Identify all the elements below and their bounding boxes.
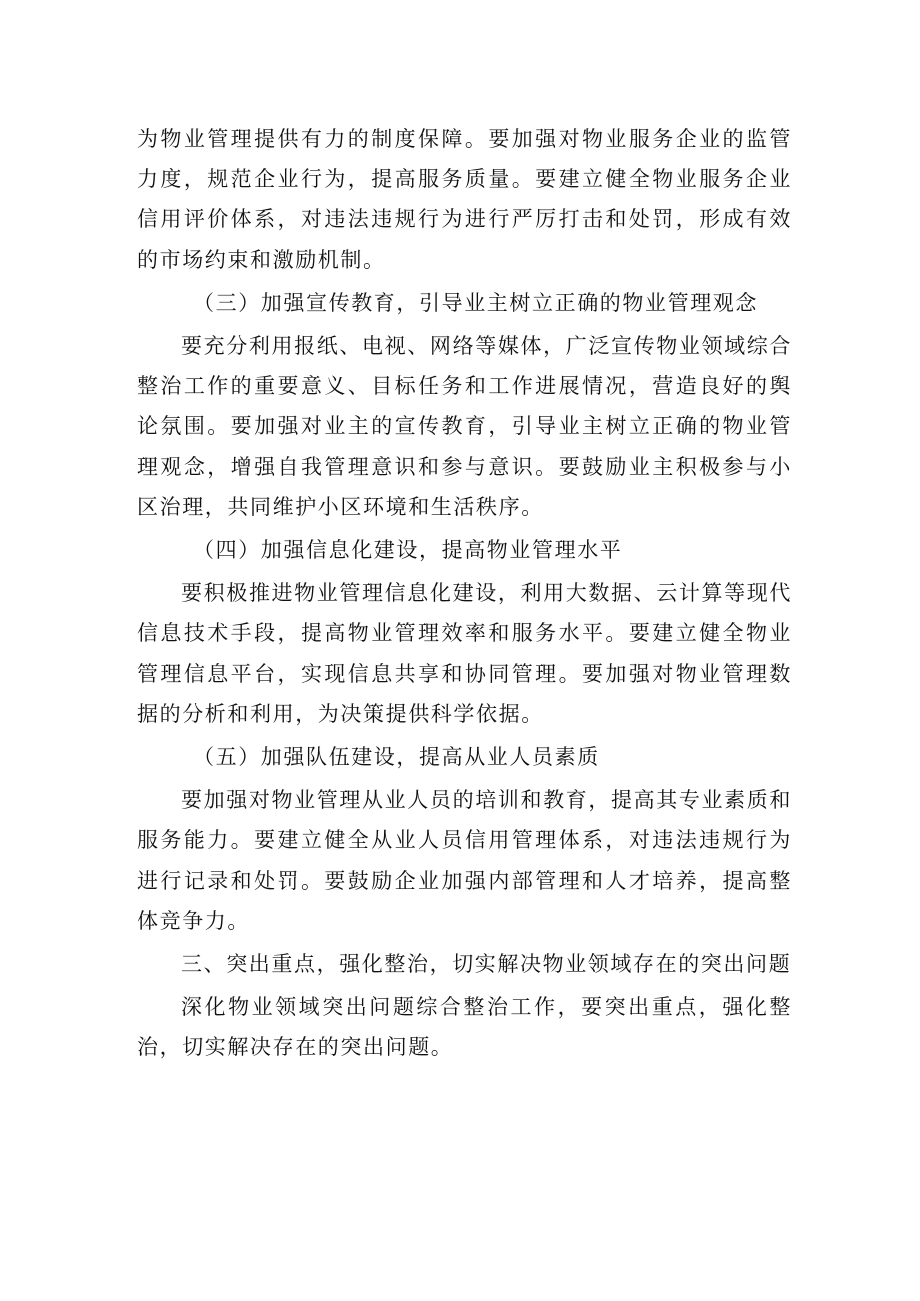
subheading-team-building: （五）加强队伍建设，提高从业人员素质: [193, 745, 600, 770]
paragraph-system-guarantee: 为物业管理提供有力的制度保障。要加强对物业服务企业的监管力度，规范企业行为，提高服务质量。要建立健全物业服务企业信用评价体系，对违法违规行为进行严厉打击和处罚，形成有效的市场约束和激励机制。: [137, 127, 792, 272]
subheading-informatization: （四）加强信息化建设，提高物业管理水平: [193, 538, 623, 563]
paragraph-publicity-education: 要充分利用报纸、电视、网络等媒体，广泛宣传物业领域综合整治工作的重要意义、目标任务和工作进展情况，营造良好的舆论氛围。要加强对业主的宣传教育，引导业主树立正确的物业管理观念，增强自我管理意识和参与意识。要鼓励业主积极参与小区治理，共同维护小区环境和生活秩序。: [137, 334, 792, 519]
paragraph-key-issues: 深化物业领域突出问题综合整治工作，要突出重点，强化整治，切实解决存在的突出问题。: [137, 995, 792, 1060]
paragraph-team-building: 要加强对物业管理从业人员的培训和教育，提高其专业素质和服务能力。要建立健全从业人员信用管理体系，对违法违规行为进行记录和处罚。要鼓励企业加强内部管理和人才培养，提高整体竞争力。: [137, 788, 792, 933]
section-heading-key-issues: 三、突出重点，强化整治，切实解决物业领域存在的突出问题: [181, 952, 792, 977]
subheading-publicity-education: （三）加强宣传教育，引导业主树立正确的物业管理观念: [193, 290, 758, 315]
paragraph-informatization: 要积极推进物业管理信息化建设，利用大数据、云计算等现代信息技术手段，提高物业管理效率和服务水平。要建立健全物业管理信息平台，实现信息共享和协同管理。要加强对物业管理数据的分析和利用，为决策提供科学依据。: [137, 581, 792, 726]
document-page: [137, 119, 792, 1068]
